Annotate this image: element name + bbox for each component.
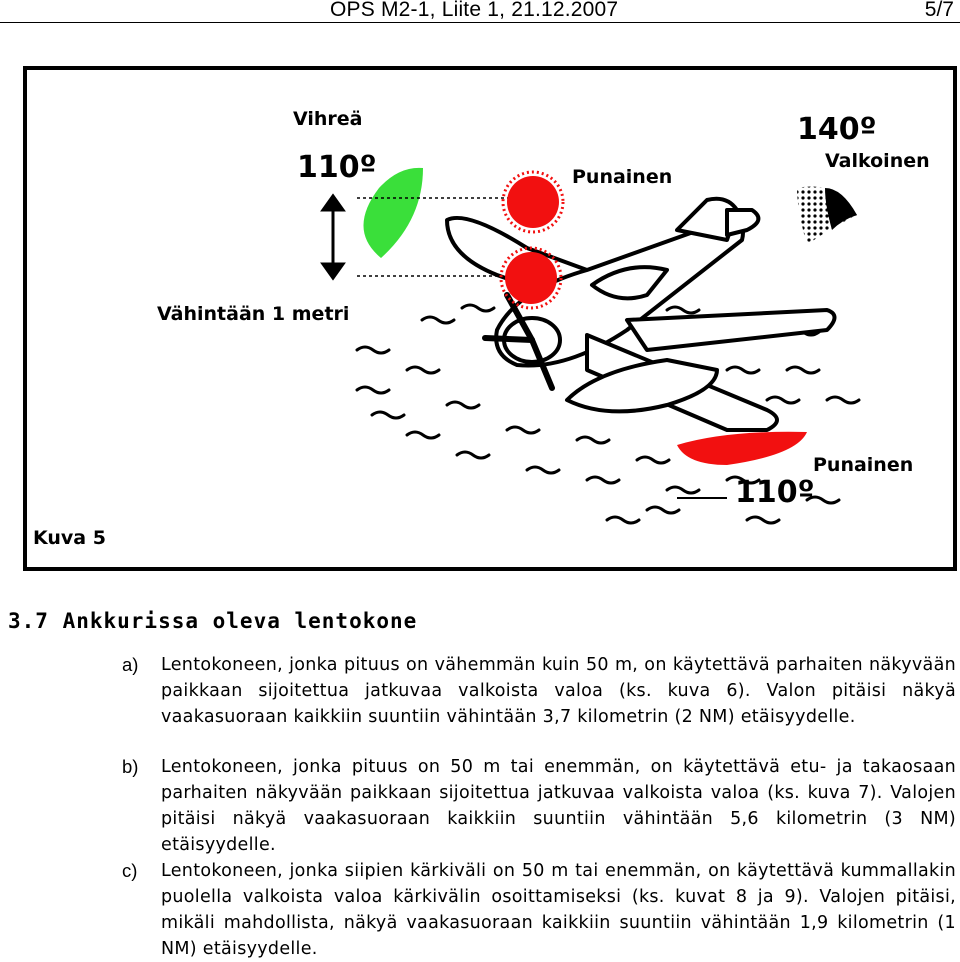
label-red-bottom: Punainen — [813, 454, 914, 476]
item-text: Lentokoneen, jonka pituus on 50 m tai enemmän, on käytettävä etu- ja takaosaan parhaiten näkyvään paikkaan sijoitettua jatkuvaa valkoista valoa (ks. kuva 7). Valojen pitäisi näkyä vaakasuoraan kaikkiin suuntiin vähintään 5,6 kilometrin (3 NM) etäisyydelle. — [161, 757, 956, 855]
label-green-angle: 110º — [297, 150, 377, 185]
header-divider — [0, 22, 960, 23]
height-dimension-arrow — [323, 196, 343, 278]
item-letter: a) — [122, 654, 139, 675]
item-text: Lentokoneen, jonka siipien kärkiväli on 50 m tai enemmän, on käytettävä kummallakin puolella valkoista valoa kärkivälin osoittamiseksi (ks. kuvat 8 ja 9). Valojen pitäisi, mikäli mahdollista, näkyä vaakasuoraan kaikkiin suuntiin vähintään 1,9 kilometrin (1 NM) etäisyydelle. — [161, 861, 956, 959]
label-white: Valkoinen — [825, 150, 930, 172]
document-reference: OPS M2-1, Liite 1, 21.12.2007 — [330, 0, 619, 21]
item-letter: c) — [122, 860, 138, 881]
red-bottom-light-sector — [677, 432, 807, 465]
label-white-angle: 140º — [797, 112, 877, 147]
item-letter: b) — [122, 756, 139, 777]
label-height-note: Vähintään 1 metri — [157, 303, 350, 325]
figure-caption: Kuva 5 — [33, 527, 106, 549]
item-text: Lentokoneen, jonka pituus on vähemmän kuin 50 m, on käytettävä parhaiten näkyvään paikkaan sijoitettua jatkuvaa valkoista valoa (ks. kuva 6). Valon pitäisi näkyä vaakasuoraan kaikkiin suuntiin vähintään 3,7 kilometrin (2 NM) etäisyydelle. — [161, 655, 956, 727]
seaplane — [447, 199, 835, 430]
page-header — [0, 0, 960, 28]
section-title: 3.7 Ankkurissa oleva lentokone — [8, 609, 418, 633]
label-red-top: Punainen — [572, 166, 673, 188]
figure-seaplane-lights — [23, 66, 957, 571]
page-number: 5/7 — [924, 0, 954, 21]
label-red-bottom-angle: 110º — [735, 475, 815, 510]
label-green: Vihreä — [293, 108, 363, 130]
